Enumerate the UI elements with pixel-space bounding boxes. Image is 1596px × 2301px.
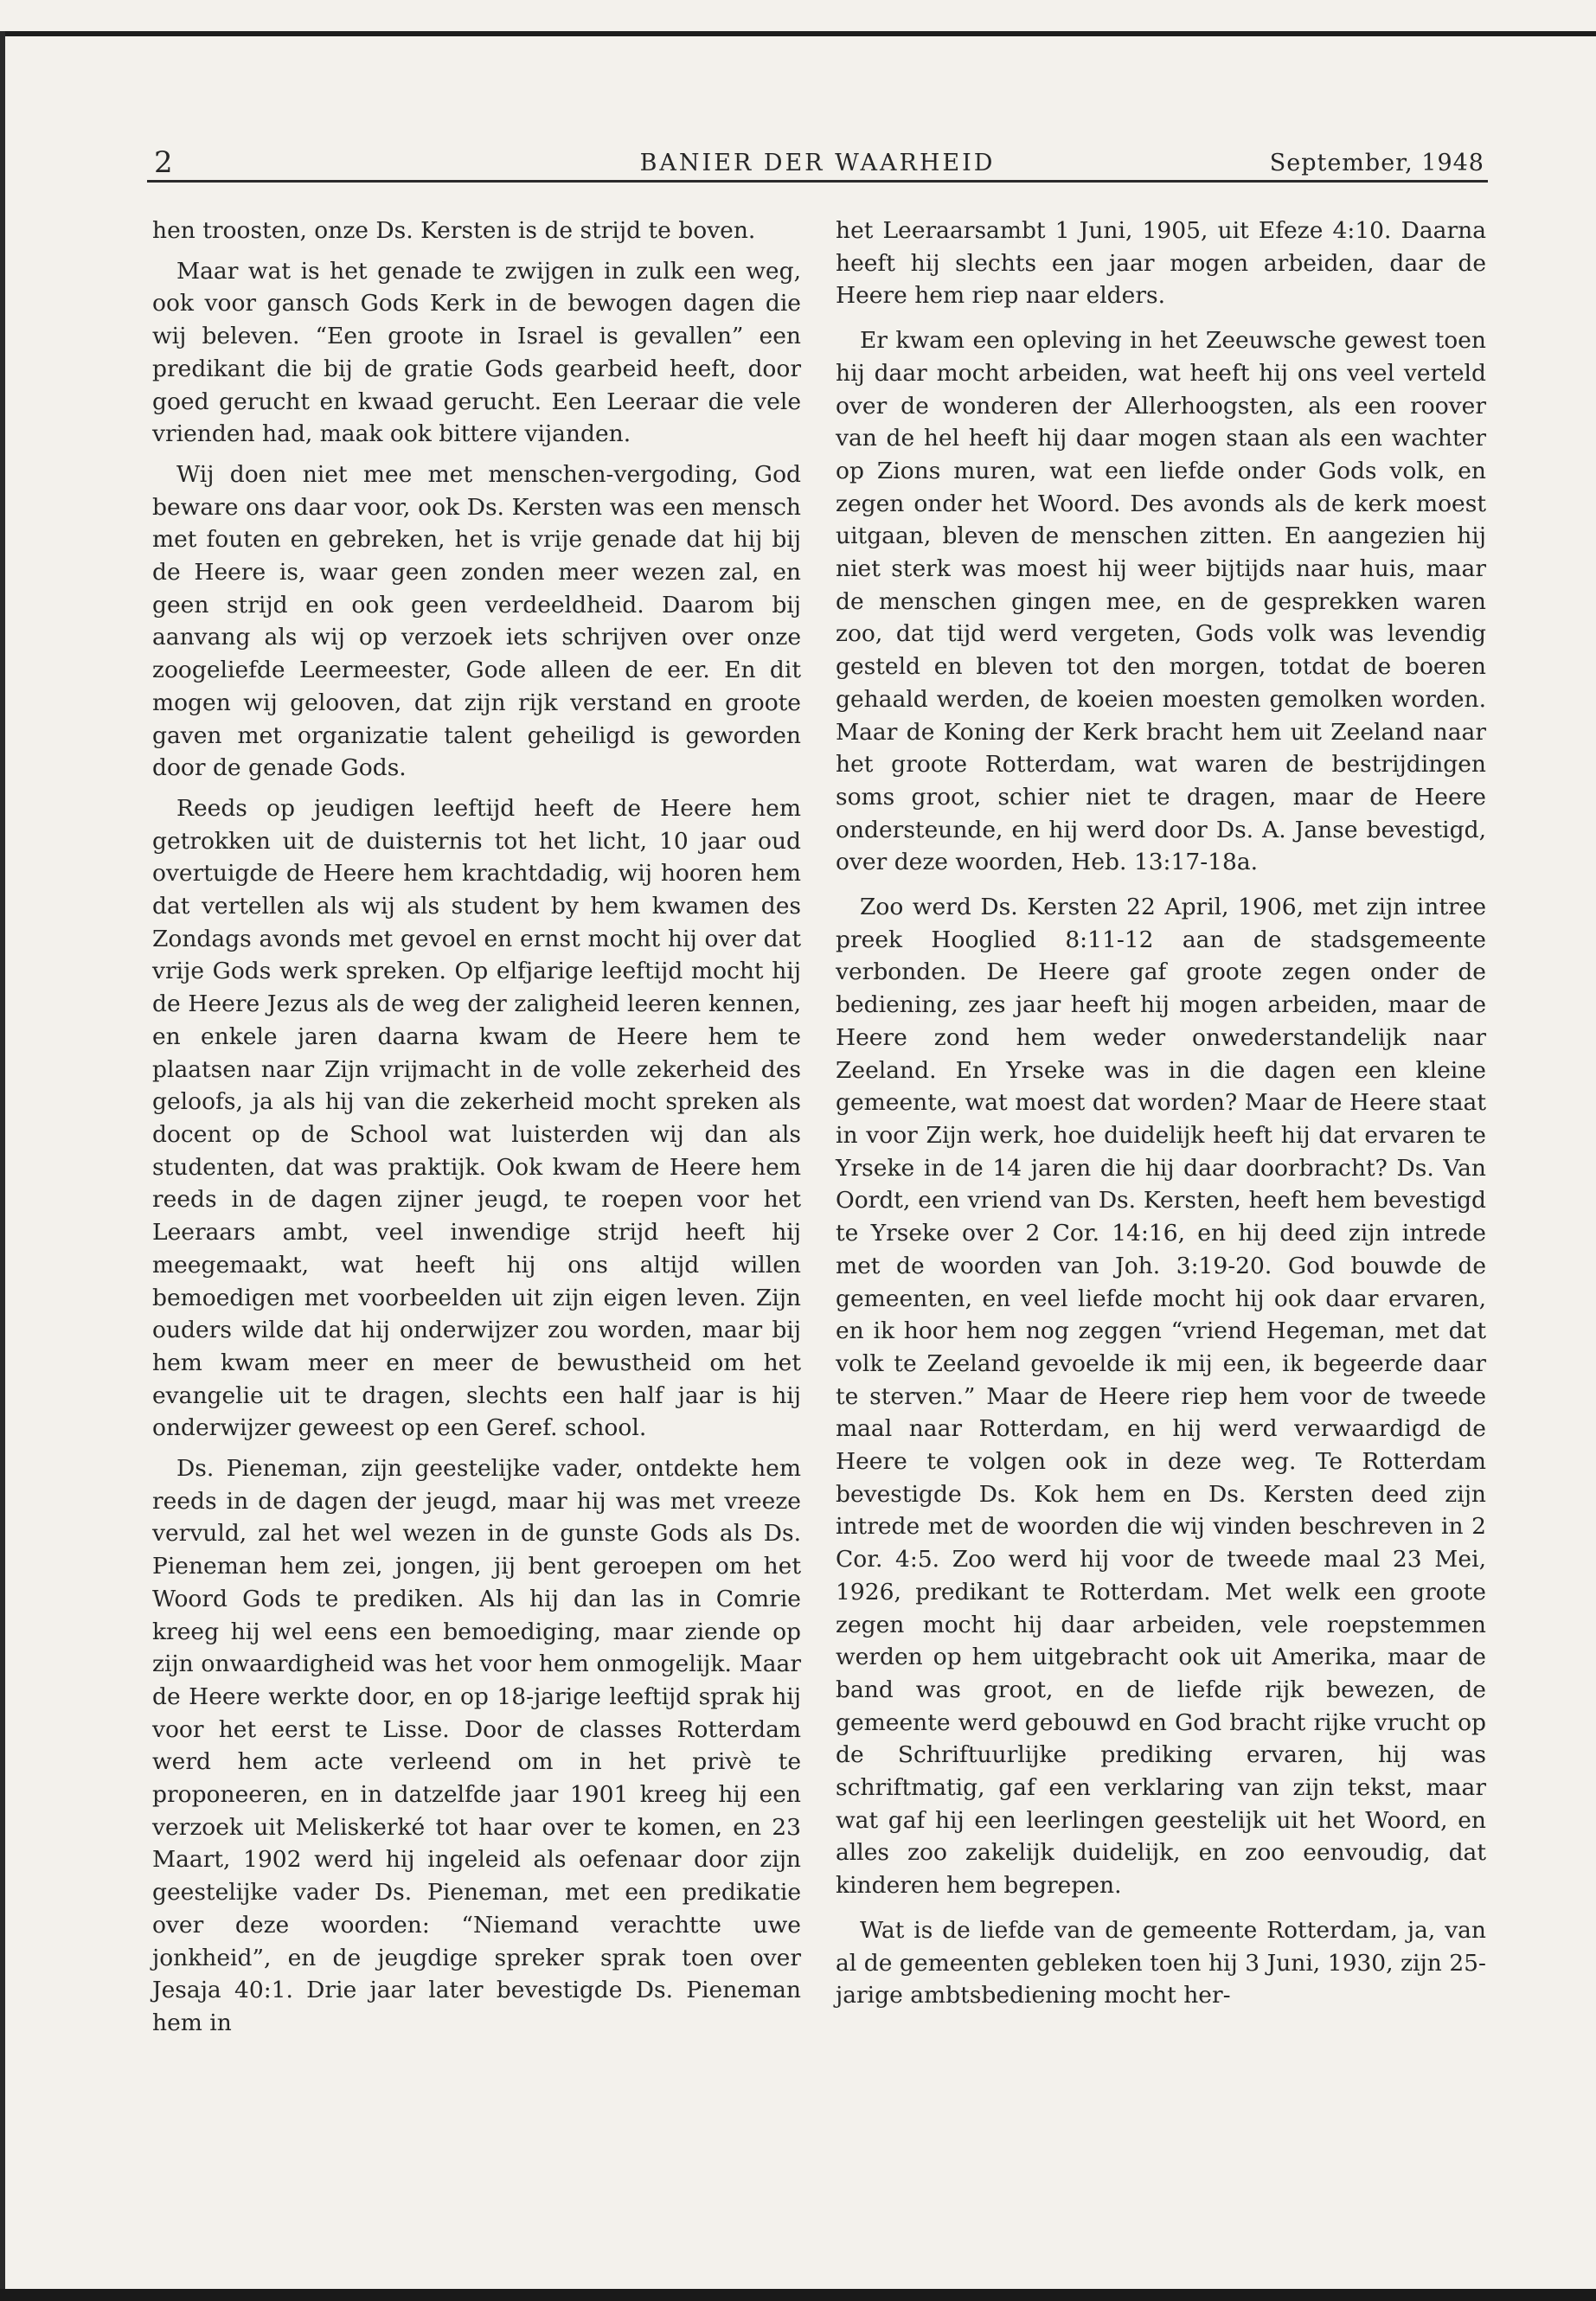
paragraph: Zoo werd Ds. Kersten 22 April, 1906, met zijn intree preek Hooglied 8:11-12 aan de stadsgemeente verbonden. De Heere gaf groote zegen onder de bediening, zes jaar heeft hij mogen arbeiden, maar de Heere zond hem weder onwederstandelijk naar Zeeland. En Yrseke was in die dagen een kleine gemeente, wat moest dat worden? Maar de Heere staat in voor Zijn werk, hoe duidelijk heeft hij dat ervaren te Yrseke in de 14 jaren die hij daar doorbracht? Ds. Van Oordt, een vriend van Ds. Kersten, heeft hem bevestigd te Yrseke over 2 Cor. 14:16, en hij deed zijn intrede met de woorden van Joh. 3:19-20. God bouwde de gemeenten, en veel liefde mocht hij ook daar ervaren, en ik hoor hem nog zeggen “vriend Hegeman, met dat volk te Zeeland gevoelde ik mij een, ik begeerde daar te sterven.” Maar de Heere riep hem voor de tweede maal naar Rotterdam, en hij werd verwaardigd de Heere te volgen ook in deze weg. Te Rotterdam bevestigde Ds. Kok hem en Ds. Kersten deed zijn intrede met de woorden die wij vinden beschreven in 2 Cor. 4:5. Zoo werd hij voor de tweede maal 23 Mei, 1926, predikant te Rotterdam. Met welk een groote zegen mocht hij daar arbeiden, vele roepstemmen werden op hem uitgebracht ook uit Amerika, maar de band was groot, en de liefde rijk bewezen, de gemeente werd gebouwd en God bracht rijke vrucht op de Schriftuurlijke prediking ervaren, hij was schriftmatig, gaf een verklaring van zijn tekst, maar wat gaf hij een leerlingen geestelijk uit het Woord, en alles zoo zakelijk duidelijk, en zoo eenvoudig, dat kinderen hem begrepen.	[836, 894, 1486, 1900]
paragraph: Er kwam een opleving in het Zeeuwsche gewest toen hij daar mocht arbeiden, wat heeft hij ons veel verteld over de wonderen der Allerhoogsten, als een roover van de hel heeft hij daar mogen staan als een wachter op Zions muren, wat een liefde onder Gods volk, en zegen onder het Woord. Des avonds als de kerk moest uitgaan, bleven de menschen zitten. En aangezien hij niet sterk was moest hij weer bijtijds naar huis, maar de menschen gingen mee, en de gesprekken waren zoo, dat tijd werd vergeten, Gods volk was levendig gesteld en bleven tot den morgen, totdat de boeren gehaald werden, de koeien moesten gemolken worden. Maar de Koning der Kerk bracht hem uit Zeeland naar het groote Rotterdam, wat waren de bestrijdingen soms groot, schier niet te dragen, maar de Heere ondersteunde, en hij werd door Ds. A. Janse bevestigd, over deze woorden, Heb. 13:17-18a.	[836, 327, 1486, 876]
paragraph: Wat is de liefde van de gemeente Rotterdam, ja, van al de gemeenten gebleken toen hij 3 Juni, 1930, zijn 25-jarige ambtsbediening mocht her-	[836, 1916, 1486, 2009]
right-column	[836, 215, 1486, 2024]
paragraph: het Leeraarsambt 1 Juni, 1905, uit Efeze 4:10. Daarna heeft hij slechts een jaar mogen arbeiden, daar de Heere hem riep naar elders.	[836, 217, 1486, 310]
left-column	[152, 215, 801, 2048]
paragraph: hen troosten, onze Ds. Kersten is de strijd te boven.	[152, 217, 756, 244]
page-header	[147, 145, 1488, 183]
paragraph: Maar wat is het genade te zwijgen in zulk een weg, ook voor gansch Gods Kerk in de bewogen dagen die wij beleven. “Een groote in Israel is gevallen” een predikant die bij de gratie Gods gearbeid heeft, door goed gerucht en kwaad gerucht. Een Leeraar die vele vrienden had, maak ook bittere vijanden.	[152, 257, 801, 448]
scan-border-top	[0, 31, 1596, 36]
publication-title: BANIER DER WAARHEID	[639, 150, 996, 176]
page-number: 2	[154, 145, 174, 180]
paragraph: Reeds op jeudigen leeftijd heeft de Heere hem getrokken uit de duisternis tot het licht, 10 jaar oud overtuigde de Heere hem krachtdadig, wij hooren hem dat vertellen als wij als student by hem kwamen des Zondags avonds met gevoel en ernst mocht hij over dat vrije Gods werk spreken. Op elfjarige leeftijd mocht hij de Heere Jezus als de weg der zaligheid leeren kennen, en enkele jaren daarna kwam de Heere hem te plaatsen naar Zijn vrijmacht in de volle zekerheid des geloofs, ja als hij van die zekerheid mocht spreken als docent op de School wat luisterden wij dan als studenten, dat was praktijk. Ook kwam de Heere hem reeds in de dagen zijner jeugd, te roepen voor het Leeraars ambt, veel inwendige strijd heeft hij meegemaakt, wat heeft hij ons altijd willen bemoedigen met voorbeelden uit zijn eigen leven. Zijn ouders wilde dat hij onderwijzer zou worden, maar bij hem kwam meer en meer de bewustheid om het evangelie uit te dragen, slechts een half jaar is hij onderwijzer geweest op een Geref. school.	[152, 794, 801, 1442]
paragraph: Ds. Pieneman, zijn geestelijke vader, ontdekte hem reeds in de dagen der jeugd, maar hij was met vreeze vervuld, zal het wel wezen in de gunste Gods als Ds. Pieneman hem zei, jongen, jij bent geroepen om het Woord Gods te prediken. Als hij dan las in Comrie kreeg hij wel eens een bemoediging, maar ziende op zijn onwaardigheid was het voor hem onmogelijk. Maar de Heere werkte door, en op 18-jarige leeftijd sprak hij voor het eerst te Lisse. Door de classes Rotterdam werd hem acte verleend om in het privè te proponeeren, en in datzelfde jaar 1901 kreeg hij een verzoek uit Meliskerké tot haar over te komen, en 23 Maart, 1902 werd hij ingeleid als oefenaar door zijn geestelijke vader Ds. Pieneman, met een predikatie over deze woorden: “Niemand verachtte uwe jonkheid”, en de jeugdige spreker sprak toen over Jesaja 40:1. Drie jaar later bevestigde Ds. Pieneman hem in	[152, 1455, 801, 2036]
scan-border-bottom	[0, 2289, 1596, 2301]
paragraph: Wij doen niet mee met menschen-vergoding, God beware ons daar voor, ook Ds. Kersten was een mensch met fouten en gebreken, het is vrije genade dat hij bij de Heere is, waar geen zonden meer wezen zal, en geen strijd en ook geen verdeeldheid. Daarom bij aanvang als wij op verzoek iets schrijven over onze zoogeliefde Leermeester, Gode alleen de eer. En dit mogen wij gelooven, dat zijn rijk verstand en groote gaven met organizatie talent geheiligd is geworden door de genade Gods.	[152, 460, 801, 782]
issue-date: September, 1948	[1269, 150, 1484, 176]
scan-border-left	[0, 31, 5, 2301]
